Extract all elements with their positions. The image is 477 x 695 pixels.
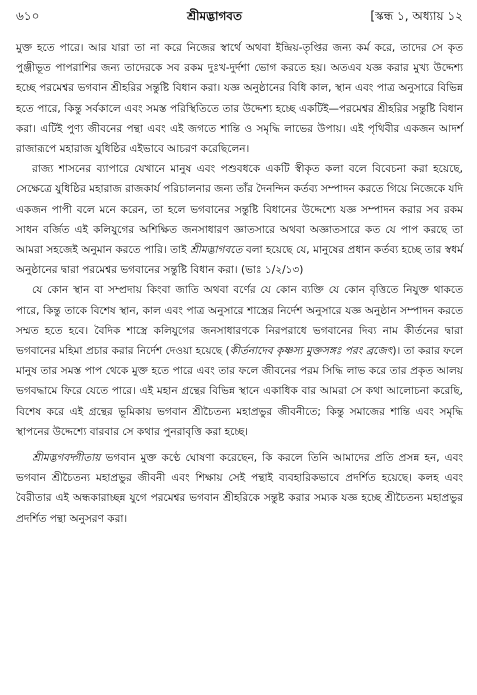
- paragraph-2-text-end: বলা হয়েছে যে, মানুষের প্রধান কর্তব্য হচ্ছে তার স্বধর্ম অনুষ্ঠানের দ্বারা পরমেশ্বর ভগবানের সন্তুষ্টি বিধান করা। (ভাঃ ১/২/১৩): [16, 244, 463, 277]
- page-header: [16, 8, 463, 24]
- section-reference: [স্কন্ধ ১, অধ্যায় ১২: [370, 9, 463, 23]
- paragraph-3-text-start: যে কোন স্থান বা সম্প্রদায় কিংবা জাতি অথবা বর্ণের যে কোন ব্যক্তি যে কোন বৃত্তিতে নিযুক্ত থাকতে পারে, কিন্তু তাকে বিশেষ স্থান, কাল এবং পাত্র অনুসারে শাস্ত্রের নির্দেশ অনুসারে যজ্ঞ অনুষ্ঠান সম্পাদন করতে সম্মত হতে হবে। বৈদিক শাস্ত্রে কলিযুগের জনসাধারণকে নিরপরাধে ভগবানের দিব্য নাম কীর্তনের দ্বারা ভগবানের মহিমা প্রচার করার নির্দেশ দেওয়া হয়েছে (: [16, 284, 463, 358]
- paragraph-4-text: ভগবান মুক্ত কণ্ঠে ঘোষণা করেছেন, কি করলে তিনি আমাদের প্রতি প্রসন্ন হন, এবং ভগবান শ্রীচৈতন্য মহাপ্রভুর জীবনী এবং শিক্ষায় সেই পন্থাই ব্যবহারিকভাবে প্রদর্শিত হয়েছে। কলহ এবং বৈরীতার এই অন্ধকারাচ্ছন্ন যুগে পরমেশ্বর ভগবান শ্রীহরিকে সন্তুষ্ট করার সম্যক যজ্ঞ হচ্ছে শ্রীচৈতন্য মহাপ্রভুর প্রদর্শিত পন্থা অনুসরণ করা।: [16, 452, 463, 525]
- paragraph-2-text-start: রাজ্য শাসনের ব্যাপারে যেখানে মানুষ এবং পশুবধকে একটি স্বীকৃত কলা বলে বিবেচনা করা হয়েছে, সেক্ষেত্রে যুধিষ্ঠির মহারাজ রাজকার্য পরিচালনার জন্য তাঁর দৈনন্দিন কর্তব্য সম্পাদন করতে গিয়ে নিজেকে যদি একজন পাপী বলে মনে করেন, তা হলে ভগবানের সন্তুষ্টি বিধানের উদ্দেশ্যে যজ্ঞ সম্পাদন করার সব রকম সাধন বর্জিত এই কলিযুগের অশিক্ষিত জনসাধারণ জ্ঞাতসারে অথবা অজ্ঞাতসারে কত যে পাপ করছে তা আমরা সহজেই অনুমান করতে পারি। তাই: [16, 163, 463, 257]
- paragraph-2-italic-reference: শ্রীমদ্ভাগবতে: [190, 244, 243, 257]
- paragraph-3: [16, 280, 463, 442]
- book-title: শ্রীমদ্ভাগবত: [186, 9, 242, 23]
- paragraph-1-text: মুক্ত হতে পারে। আর যারা তা না করে নিজের স্বার্থে অথবা ইন্দ্রিয়-তৃপ্তির জন্য কর্ম করে, তাদের সে কৃত পুঞ্জীভূত পাপরাশির জন্য তাদেরকে সব রকম দুঃখ-দুর্দশা ভোগ করতে হয়। অতএব যজ্ঞ করার মুখ্য উদ্দেশ্য হচ্ছে পরমেশ্বর ভগবান শ্রীহরির সন্তুষ্টি বিধান করা। যজ্ঞ অনুষ্ঠানের বিধি কাল, স্থান এবং পাত্র অনুসারে বিভিন্ন হতে পারে, কিন্তু সর্বকালে এবং সমস্ত পরিস্থিতিতে তার উদ্দেশ্য হচ্ছে একটিই—পরমেশ্বর শ্রীহরির সন্তুষ্টি বিধান করা। এটিই পুণ্য জীবনের পন্থা এবং এই জগতে শান্তি ও সমৃদ্ধি লাভের উপায়। এই পৃথিবীর একজন আদর্শ রাজারূপে মহারাজ যুধিষ্ঠির এইভাবে আচরণ করেছিলেন।: [16, 42, 463, 156]
- page-number: ৬১০: [16, 9, 40, 23]
- paragraph-4: [16, 448, 463, 529]
- paragraph-3-italic-quote: কীর্তনাদেব কৃষ্ণস্য মুক্তসঙ্গঃ পরং ব্রজেৎ: [229, 345, 393, 358]
- paragraph-2: [16, 159, 463, 280]
- paragraph-3-text-end: )। তা করার ফলে মানুষ তার সমস্ত পাপ থেকে মুক্ত হতে পারে এবং তার ফলে জীবনের পরম সিদ্ধি লাভ করে তার প্রকৃত আলয় ভগবদ্ধামে ফিরে যেতে পারে। এই মহান গ্রন্থের বিভিন্ন স্থানে একাধিক বার আমরা সে কথা আলোচনা করেছি, বিশেষ করে এই গ্রন্থের ভূমিকায় ভগবান শ্রীচৈতন্য মহাপ্রভুর জীবনীতে; কিন্তু সমাজের শান্তি এবং সমৃদ্ধি স্থাপনের উদ্দেশ্যে বারবার সে কথার পুনরাবৃত্তি করা হচ্ছে।: [16, 345, 464, 438]
- paragraph-4-italic-reference: শ্রীমদ্ভগবদ্গীতায়: [32, 452, 101, 465]
- paragraph-1: [16, 38, 463, 159]
- body-text: [16, 38, 463, 529]
